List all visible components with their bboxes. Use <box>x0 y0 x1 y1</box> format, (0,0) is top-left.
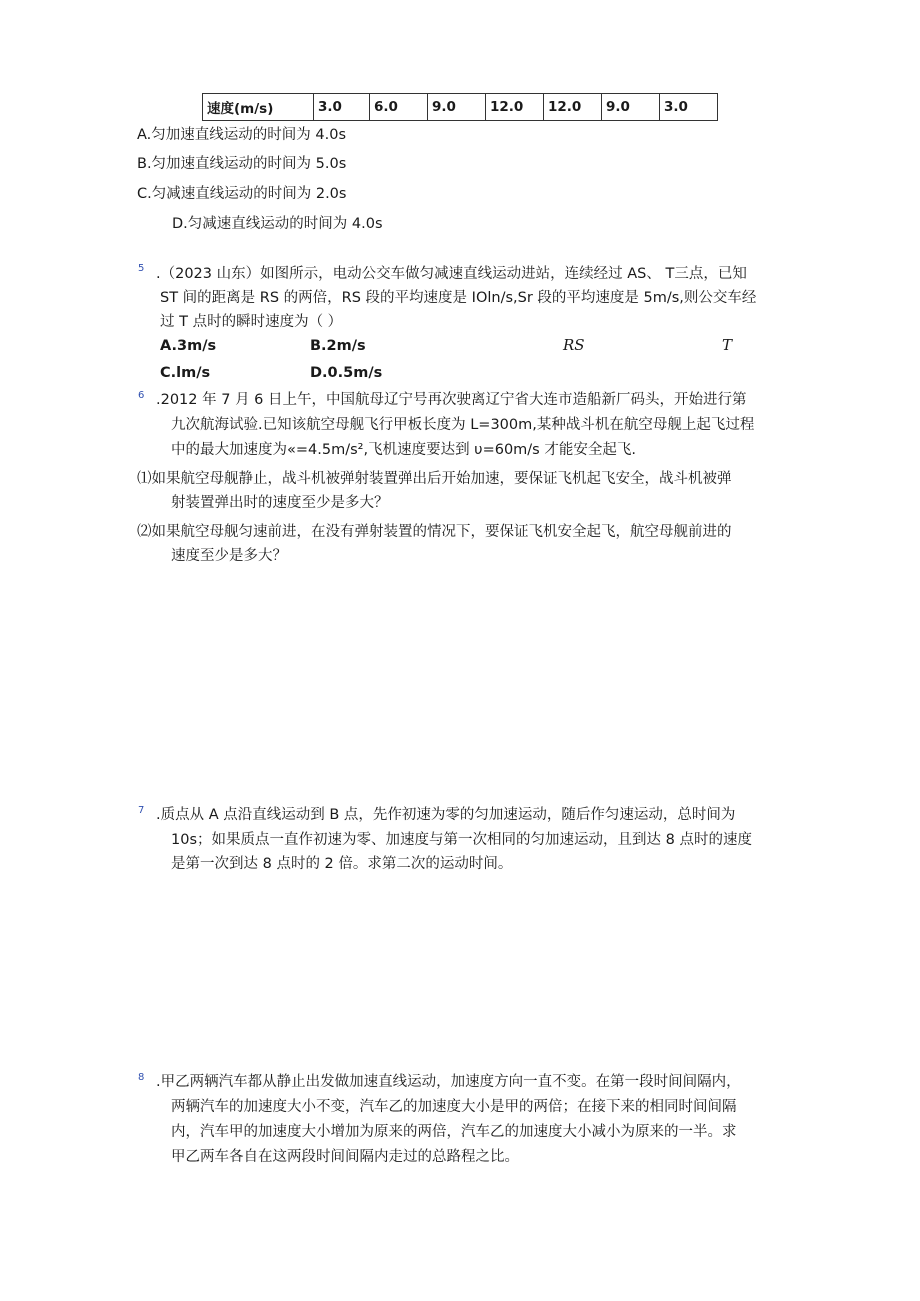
table-cell: 12.0 <box>544 94 602 121</box>
q8-line: .甲乙两辆汽车都从静止出发做加速直线运动，加速度方向一直不变。在第一段时间间隔内， <box>156 1074 741 1090</box>
table-row <box>203 94 718 121</box>
figure-label-t: T <box>722 336 733 354</box>
table-cell: 6.0 <box>370 94 428 121</box>
q8-line: 甲乙两车各自在这两段时间间隔内走过的总路程之比。 <box>171 1149 519 1165</box>
q6-part1-cont: 射装置弹出时的速度至少是多大？ <box>171 495 389 511</box>
q8-line: 两辆汽车的加速度大小不变，汽车乙的加速度大小是甲的两倍；在接下来的相同时间间隔 <box>171 1099 737 1115</box>
q5-line: .（2023 山东）如图所示，电动公交车做匀减速直线运动进站，连续经过 AS、 T三点，已知 <box>156 266 747 282</box>
speed-table <box>202 93 718 121</box>
question-number: 7 <box>138 805 145 816</box>
q6-line: .2012 年 7 月 6 日上午，中国航母辽宁号再次驶离辽宁省大连市造船新厂码头，开始进行第 <box>156 392 747 408</box>
q6-part1: ⑴如果航空母舰静止，战斗机被弹射装置弹出后开始加速，要保证飞机起飞安全，战斗机被弹 <box>137 471 732 487</box>
question-number: 8 <box>138 1072 145 1083</box>
q7-line: 10s；如果质点一直作初速为零、加速度与第一次相同的匀加速运动，且到达 8 点时的速度 <box>171 832 752 848</box>
figure-label-rs: RS <box>563 336 585 354</box>
q5-option-b: B.2m/s <box>310 338 366 354</box>
q5-option-c: C.lm/s <box>160 365 211 381</box>
option-b: B.匀加速直线运动的时间为 5.0s <box>137 156 347 172</box>
question-number: 6 <box>138 390 145 401</box>
q8-line: 内，汽车甲的加速度大小增加为原来的两倍，汽车乙的加速度大小减小为原来的一半。求 <box>171 1124 737 1140</box>
q7-line: 是第一次到达 8 点时的 2 倍。求第二次的运动时间。 <box>171 856 513 872</box>
table-cell: 9.0 <box>602 94 660 121</box>
question-number: 5 <box>138 263 145 274</box>
table-cell: 12.0 <box>486 94 544 121</box>
q5-line: ST 间的距离是 RS 的两倍，RS 段的平均速度是 IOln/s,Sr 段的平均速度是 5m/s,则公交车经 <box>160 290 757 306</box>
q6-line: 中的最大加速度为«=4.5m/s²,飞机速度要达到 υ=60m/s 才能安全起飞. <box>171 442 636 458</box>
q6-line: 九次航海试验.已知该航空母舰飞行甲板长度为 L=300m,某种战斗机在航空母舰上起飞过程 <box>171 417 755 433</box>
q5-option-d: D.0.5m/s <box>310 365 383 381</box>
table-cell: 3.0 <box>314 94 370 121</box>
table-header-cell: 速度(m/s) <box>203 94 314 121</box>
option-d: D.匀减速直线运动的时间为 4.0s <box>172 216 383 232</box>
table-cell: 3.0 <box>660 94 718 121</box>
option-a: A.匀加速直线运动的时间为 4.0s <box>137 127 346 143</box>
q7-line: .质点从 A 点沿直线运动到 B 点，先作初速为零的匀加速运动，随后作匀速运动，总时间为 <box>156 807 736 823</box>
option-c: C.匀减速直线运动的时间为 2.0s <box>137 186 347 202</box>
q5-option-a: A.3m/s <box>160 338 217 354</box>
q6-part2-cont: 速度至少是多大？ <box>171 548 287 564</box>
q5-line: 过 T 点时的瞬时速度为（ ） <box>160 314 343 330</box>
q6-part2: ⑵如果航空母舰匀速前进，在没有弹射装置的情况下，要保证飞机安全起飞，航空母舰前进的 <box>137 524 732 540</box>
table-cell: 9.0 <box>428 94 486 121</box>
